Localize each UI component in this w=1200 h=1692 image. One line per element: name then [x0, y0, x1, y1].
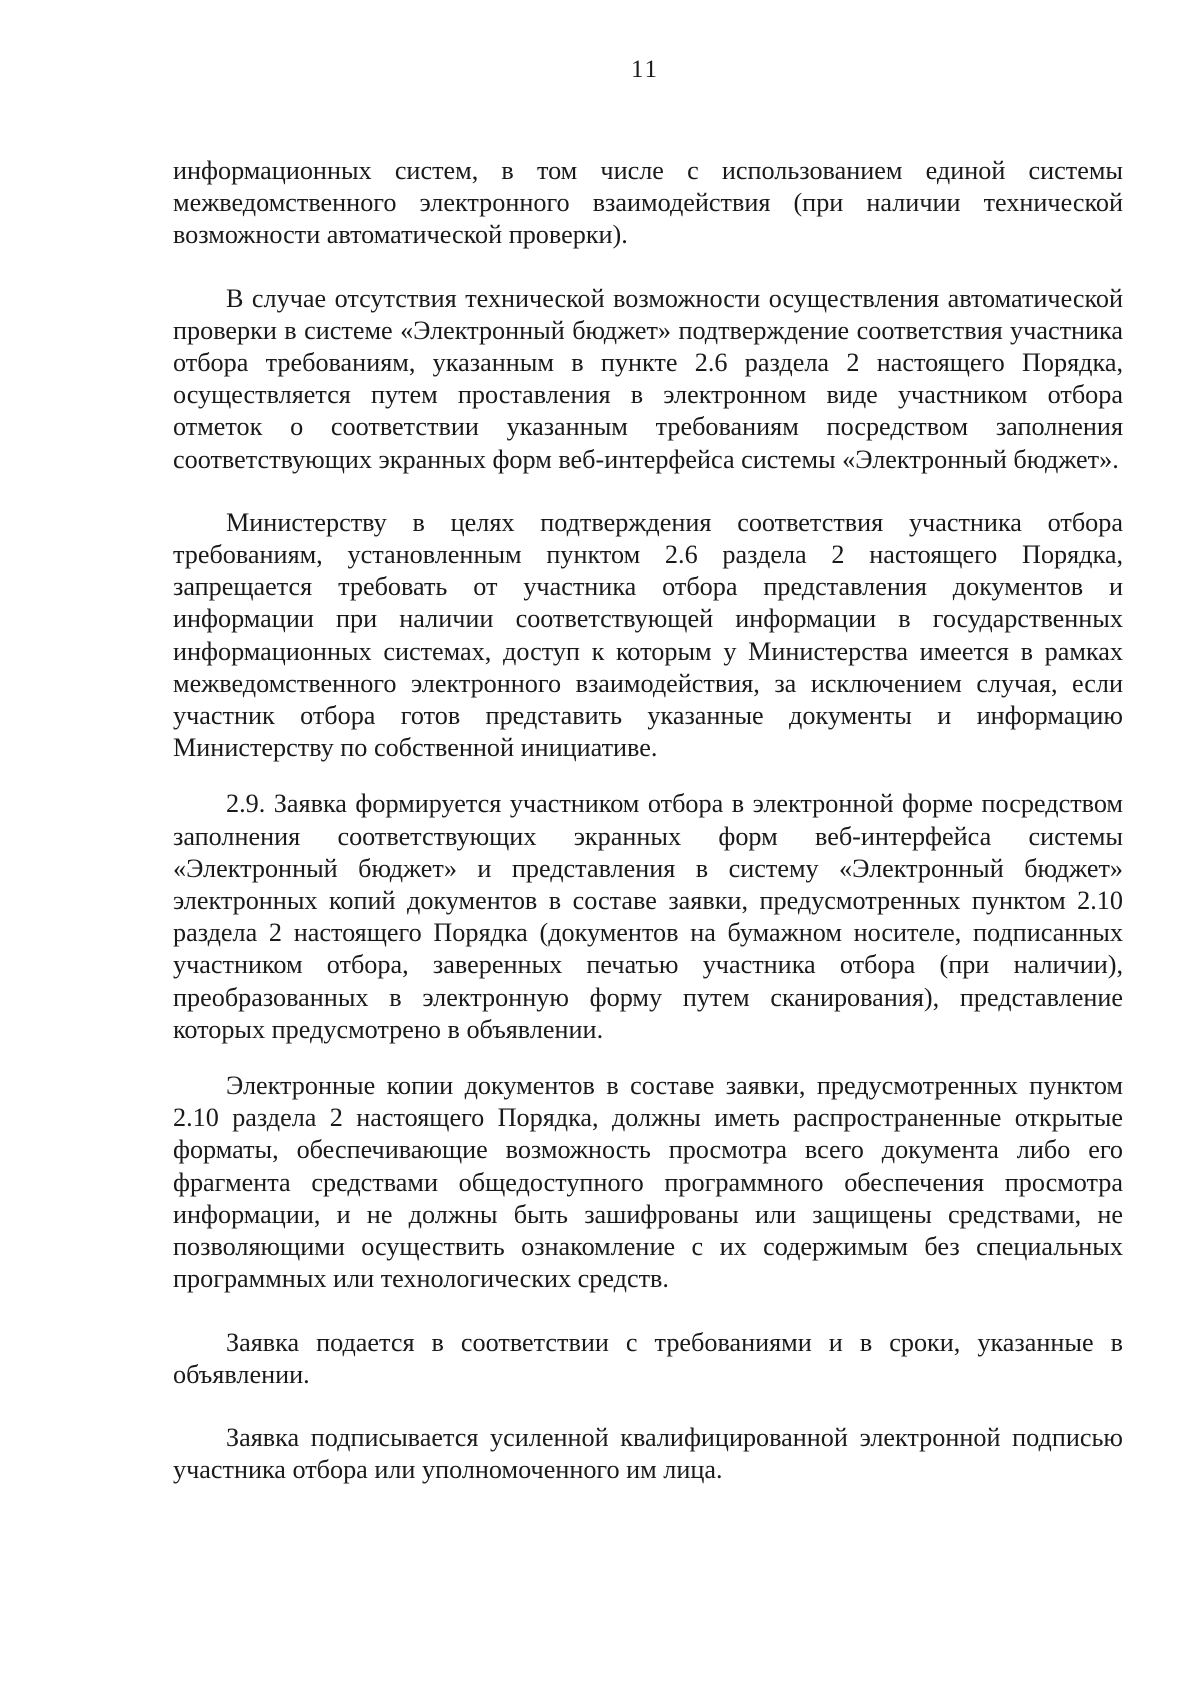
document-body — [173, 155, 1123, 1486]
paragraph-application-signature: Заявка подписывается усиленной квалифицированной электронной подписью участника отбора или уполномоченного им лица. — [173, 1422, 1123, 1485]
paragraph-ministry-restriction: Министерству в целях подтверждения соответствия участника отбора требованиям, установленным пунктом 2.6 раздела 2 настоящего Порядка, запрещается требовать от участника отбора представления документов и информации при наличии соответствующей информации в государственных информационных системах, доступ к которым у Министерства имеется в рамках межведомственного электронного взаимодействия, за исключением случая, если участник отбора готов представить указанные документы и информацию Министерству по собственной инициативе. — [173, 507, 1123, 763]
page-number: 11 — [630, 56, 660, 83]
paragraph-electronic-copies-formats: Электронные копии документов в составе заявки, предусмотренных пунктом 2.10 раздела 2 настоящего Порядка, должны иметь распространенные открытые форматы, обеспечивающие возможность просмотра всего документа либо его фрагмента средствами общедоступного программного обеспечения просмотра информации, и не должны быть зашифрованы или защищены средствами, не позволяющими осуществить ознакомление с их содержимым без специальных программных или технологических средств. — [173, 1071, 1123, 1294]
paragraph-continuation: информационных систем, в том числе с использованием единой системы межведомственного электронного взаимодействия (при наличии технической возможности автоматической проверки). — [173, 156, 1123, 250]
paragraph-2-9-application-formation: 2.9. Заявка формируется участником отбора в электронной форме посредством заполнения соответствующих экранных форм веб-интерфейса системы «Электронный бюджет» и представления в систему «Электронный бюджет» электронных копий документов в составе заявки, предусмотренных пунктом 2.10 раздела 2 настоящего Порядка (документов на бумажном носителе, подписанных участником отбора, заверенных печатью участника отбора (при наличии), преобразованных в электронную форму путем сканирования), представление которых предусмотрено в объявлении. — [173, 789, 1123, 1044]
paragraph-application-submission: Заявка подается в соответствии с требованиями и в сроки, указанные в объявлении. — [173, 1327, 1123, 1389]
paragraph-no-automatic-check: В случае отсутствия технической возможности осуществления автоматической проверки в системе «Электронный бюджет» подтверждение соответствия участника отбора требованиям, указанным в пункте 2.6 раздела 2 настоящего Порядка, осуществляется путем проставления в электронном виде участником отбора отметок о соответствии указанным требованиям посредством заполнения соответствующих экранных форм веб-интерфейса системы «Электронный бюджет». — [173, 283, 1123, 474]
